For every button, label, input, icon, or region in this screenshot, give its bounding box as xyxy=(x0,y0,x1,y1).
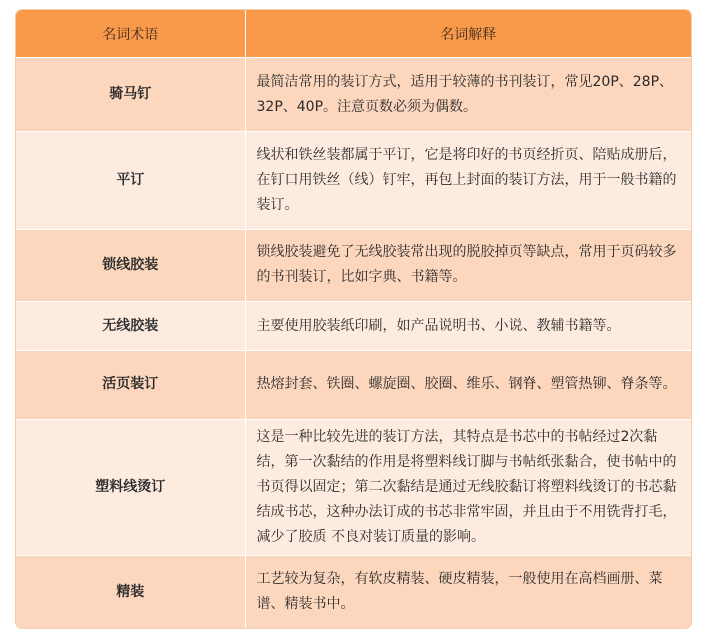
description-cell: 工艺较为复杂，有软皮精装、硬皮精装，一般使用在高档画册、菜谱、精装书中。 xyxy=(245,556,691,628)
term-cell: 精装 xyxy=(16,556,245,628)
term-cell: 平订 xyxy=(16,132,245,229)
description-cell: 这是一种比较先进的装订方法，其特点是书芯中的书帖经过2次黏结，第一次黏结的作用是将塑料线订脚与书帖纸张黏合，使书帖中的书页得以固定；第二次黏结是通过无线胶黏订将塑料线烫订的书芯黏结成书芯，这种办法订成的书芯非常牢固，并且由于不用铣背打毛，减少了胶质 不良对装订质量的影响。 xyxy=(245,419,691,556)
term-cell: 骑马钉 xyxy=(16,58,245,132)
header-description: 名词解释 xyxy=(245,10,691,58)
term-cell: 锁线胶装 xyxy=(16,229,245,301)
binding-terms-table-container xyxy=(15,9,692,629)
term-cell: 塑料线烫订 xyxy=(16,419,245,556)
description-cell: 线状和铁丝装都属于平订，它是将印好的书页经折页、陪贴成册后，在钉口用铁丝（线）钉牢，再包上封面的装订方法，用于一般书籍的装订。 xyxy=(245,132,691,229)
description-cell: 主要使用胶装纸印刷，如产品说明书、小说、教辅书籍等。 xyxy=(245,302,691,351)
table-row xyxy=(16,229,691,301)
table-header-row xyxy=(16,10,691,58)
description-cell: 热熔封套、铁圈、螺旋圈、胶圈、维乐、钢脊、塑管热铆、脊条等。 xyxy=(245,351,691,419)
table-row xyxy=(16,302,691,351)
table-row xyxy=(16,419,691,556)
table-row xyxy=(16,132,691,229)
binding-terms-table xyxy=(16,10,691,628)
table-row xyxy=(16,556,691,628)
description-cell: 锁线胶装避免了无线胶装常出现的脱胶掉页等缺点，常用于页码较多的书刊装订，比如字典、书籍等。 xyxy=(245,229,691,301)
term-cell: 活页装订 xyxy=(16,351,245,419)
header-term: 名词术语 xyxy=(16,10,245,58)
table-row xyxy=(16,351,691,419)
description-cell: 最简洁常用的装订方式，适用于较薄的书刊装订，常见20P、28P、32P、40P。注意页数必须为偶数。 xyxy=(245,58,691,132)
term-cell: 无线胶装 xyxy=(16,302,245,351)
table-row xyxy=(16,58,691,132)
